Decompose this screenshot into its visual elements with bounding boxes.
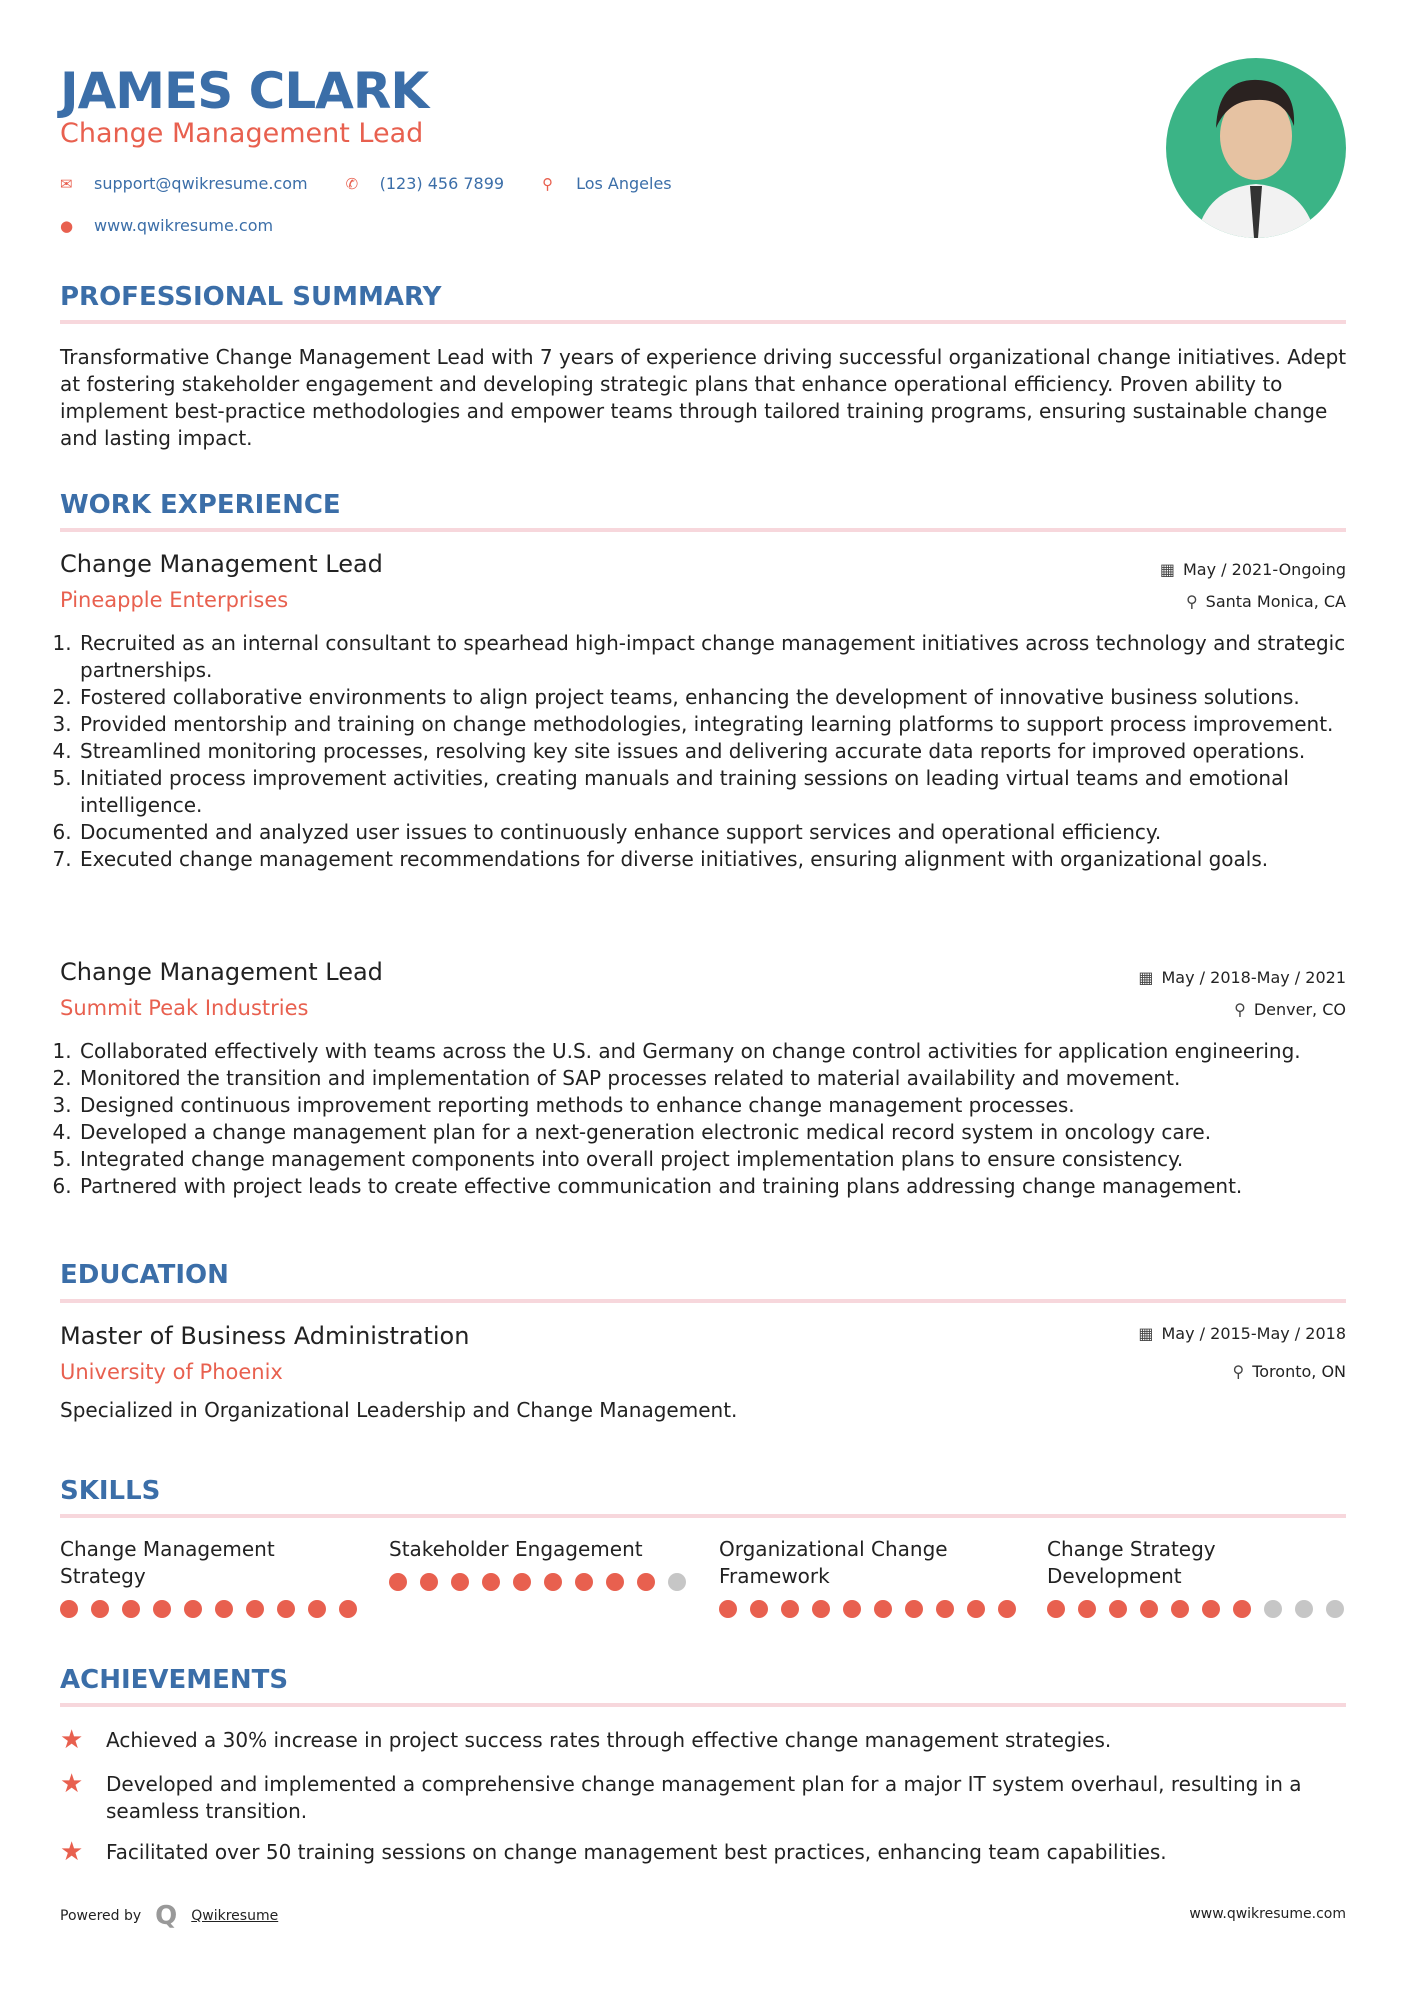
- bullet: 1. Recruited as an internal consultant to spearhead high-impact change management initiatives across technology and strategic partnerships.: [78, 630, 1360, 684]
- rating-dot-filled: [246, 1600, 264, 1618]
- skill-item: [719, 1536, 1019, 1618]
- location-pin-icon: ⚲: [542, 174, 554, 193]
- bullet: 3. Provided mentorship and training on change methodologies, integrating learning platforms to support process improvement.: [78, 711, 1360, 738]
- rating-dot-filled: [874, 1600, 892, 1618]
- divider: [60, 1299, 1346, 1303]
- rating-dot-filled: [513, 1573, 531, 1591]
- rating-dot-filled: [1140, 1600, 1158, 1618]
- skill-name: Change Strategy Development: [1047, 1537, 1216, 1588]
- bullet: 2. Monitored the transition and implementation of SAP processes related to material availability and movement.: [78, 1065, 1360, 1092]
- rating-dot-empty: [1326, 1600, 1344, 1618]
- rating-dot-filled: [91, 1600, 109, 1618]
- rating-dot-filled: [308, 1600, 326, 1618]
- skill-rating: [1047, 1600, 1347, 1618]
- contact-row: [60, 174, 672, 193]
- candidate-name: JAMES CLARK: [60, 62, 429, 120]
- rating-dot-filled: [967, 1600, 985, 1618]
- phone-text: (123) 456 7899: [379, 174, 505, 193]
- rating-dot-empty: [1295, 1600, 1313, 1618]
- rating-dot-filled: [482, 1573, 500, 1591]
- qwikresume-logo-icon: Q: [155, 1901, 178, 1931]
- rating-dot-empty: [668, 1573, 686, 1591]
- star-icon: ★: [60, 1837, 84, 1867]
- achievement-text: Facilitated over 50 training sessions on change management best practices, enhancing team capabilities.: [106, 1840, 1167, 1864]
- pin-icon: ⚲: [1232, 1362, 1245, 1381]
- divider: [60, 1703, 1346, 1707]
- divider: [60, 1514, 1346, 1518]
- rating-dot-filled: [184, 1600, 202, 1618]
- section-heading-skills: SKILLS: [60, 1476, 161, 1506]
- profile-photo: [1166, 58, 1346, 238]
- rating-dot-filled: [936, 1600, 954, 1618]
- achievement-item: [60, 1727, 1350, 1754]
- bullet: 6. Documented and analyzed user issues to continuously enhance support services and operational efficiency.: [78, 819, 1360, 846]
- star-icon: ★: [60, 1725, 84, 1755]
- job-bullets: [60, 630, 1360, 873]
- divider: [60, 320, 1346, 324]
- skill-item: [60, 1536, 360, 1618]
- job-date: May / 2021-Ongoing: [1183, 560, 1346, 579]
- rating-dot-filled: [1109, 1600, 1127, 1618]
- rating-dot-filled: [451, 1573, 469, 1591]
- divider: [60, 528, 1346, 532]
- achievement-item: [60, 1839, 1350, 1866]
- candidate-title: Change Management Lead: [60, 118, 424, 149]
- location-text: Los Angeles: [576, 174, 672, 193]
- skill-item: [389, 1536, 689, 1591]
- skill-rating: [389, 1573, 689, 1591]
- bullet: 2. Fostered collaborative environments to align project teams, enhancing the development of innovative business solutions.: [78, 684, 1360, 711]
- calendar-icon: ▦: [1159, 560, 1175, 579]
- section-heading-education: EDUCATION: [60, 1260, 229, 1290]
- rating-dot-filled: [60, 1600, 78, 1618]
- skill-name: Stakeholder Engagement: [389, 1537, 643, 1561]
- section-heading-experience: WORK EXPERIENCE: [60, 490, 341, 520]
- star-icon: ★: [60, 1769, 84, 1799]
- job-date: May / 2018-May / 2021: [1161, 968, 1346, 987]
- bullet: 7. Executed change management recommendations for diverse initiatives, ensuring alignment with organizational goals.: [78, 846, 1360, 873]
- achievement-text: Developed and implemented a comprehensive change management plan for a major IT system overhaul, resulting in a seamless transition.: [106, 1772, 1302, 1823]
- job-title: Change Management Lead: [60, 550, 383, 578]
- calendar-icon: ▦: [1138, 968, 1154, 987]
- rating-dot-filled: [420, 1573, 438, 1591]
- edu-date: May / 2015-May / 2018: [1161, 1324, 1346, 1343]
- skill-name: Change Management Strategy: [60, 1537, 275, 1588]
- summary-text: Transformative Change Management Lead with 7 years of experience driving successful organizational change initiatives. Adept at fostering stakeholder engagement and developing strategic plans that enhance operational efficiency. Proven ability to implement best-practice methodologies and empower teams through tailored training programs, ensuring sustainable change and lasting impact.: [60, 345, 1347, 450]
- rating-dot-filled: [750, 1600, 768, 1618]
- degree: Master of Business Administration: [60, 1322, 470, 1350]
- pin-icon: ⚲: [1234, 1000, 1246, 1019]
- rating-dot-filled: [1233, 1600, 1251, 1618]
- rating-dot-filled: [998, 1600, 1016, 1618]
- brand-link[interactable]: Qwikresume: [191, 1908, 279, 1924]
- email-link[interactable]: support@qwikresume.com: [94, 174, 308, 193]
- rating-dot-filled: [277, 1600, 295, 1618]
- rating-dot-empty: [1264, 1600, 1282, 1618]
- powered-by-label: Powered by: [60, 1908, 142, 1924]
- job-location: Denver, CO: [1253, 1000, 1346, 1019]
- phone-icon: ✆: [345, 174, 359, 193]
- rating-dot-filled: [637, 1573, 655, 1591]
- edu-location: Toronto, ON: [1252, 1362, 1346, 1381]
- bullet: 6. Partnered with project leads to create effective communication and training plans addressing change management.: [78, 1173, 1360, 1200]
- rating-dot-filled: [339, 1600, 357, 1618]
- rating-dot-filled: [905, 1600, 923, 1618]
- rating-dot-filled: [1202, 1600, 1220, 1618]
- rating-dot-filled: [781, 1600, 799, 1618]
- job-company: Pineapple Enterprises: [60, 588, 289, 612]
- website-link[interactable]: www.qwikresume.com: [94, 216, 274, 235]
- globe-icon: ●: [60, 216, 74, 235]
- rating-dot-filled: [1078, 1600, 1096, 1618]
- rating-dot-filled: [215, 1600, 233, 1618]
- bullet: 1. Collaborated effectively with teams across the U.S. and Germany on change control activities for application engineering.: [78, 1038, 1360, 1065]
- rating-dot-filled: [153, 1600, 171, 1618]
- skill-rating: [719, 1600, 1019, 1618]
- footer-powered: [60, 1901, 278, 1931]
- job-location: Santa Monica, CA: [1205, 592, 1346, 611]
- edu-description: Specialized in Organizational Leadership and Change Management.: [60, 1398, 738, 1422]
- rating-dot-filled: [389, 1573, 407, 1591]
- bullet: 4. Streamlined monitoring processes, resolving key site issues and delivering accurate data reports for improved operations.: [78, 738, 1360, 765]
- school: University of Phoenix: [60, 1360, 283, 1384]
- job-bullets: [60, 1038, 1360, 1200]
- bullet: 3. Designed continuous improvement reporting methods to enhance change management processes.: [78, 1092, 1360, 1119]
- job-company: Summit Peak Industries: [60, 996, 309, 1020]
- rating-dot-filled: [544, 1573, 562, 1591]
- bullet: 4. Developed a change management plan for a next-generation electronic medical record system in oncology care.: [78, 1119, 1360, 1146]
- website-row: [60, 216, 273, 235]
- calendar-icon: ▦: [1138, 1324, 1154, 1343]
- rating-dot-filled: [1171, 1600, 1189, 1618]
- bullet: 5. Initiated process improvement activities, creating manuals and training sessions on leading virtual teams and emotional intelligence.: [78, 765, 1360, 819]
- skill-rating: [60, 1600, 360, 1618]
- rating-dot-filled: [1047, 1600, 1065, 1618]
- section-heading-achievements: ACHIEVEMENTS: [60, 1665, 289, 1695]
- skill-name: Organizational Change Framework: [719, 1537, 948, 1588]
- rating-dot-filled: [812, 1600, 830, 1618]
- rating-dot-filled: [122, 1600, 140, 1618]
- bullet: 5. Integrated change management components into overall project implementation plans to ensure consistency.: [78, 1146, 1360, 1173]
- email-icon: ✉: [60, 174, 73, 193]
- rating-dot-filled: [843, 1600, 861, 1618]
- achievement-text: Achieved a 30% increase in project success rates through effective change management strategies.: [106, 1728, 1112, 1752]
- pin-icon: ⚲: [1185, 592, 1198, 611]
- job-title: Change Management Lead: [60, 958, 383, 986]
- section-heading-summary: PROFESSIONAL SUMMARY: [60, 282, 442, 312]
- achievement-item: [60, 1771, 1350, 1825]
- rating-dot-filled: [606, 1573, 624, 1591]
- footer-website[interactable]: www.qwikresume.com: [1189, 1906, 1346, 1922]
- rating-dot-filled: [719, 1600, 737, 1618]
- skill-item: [1047, 1536, 1347, 1618]
- rating-dot-filled: [575, 1573, 593, 1591]
